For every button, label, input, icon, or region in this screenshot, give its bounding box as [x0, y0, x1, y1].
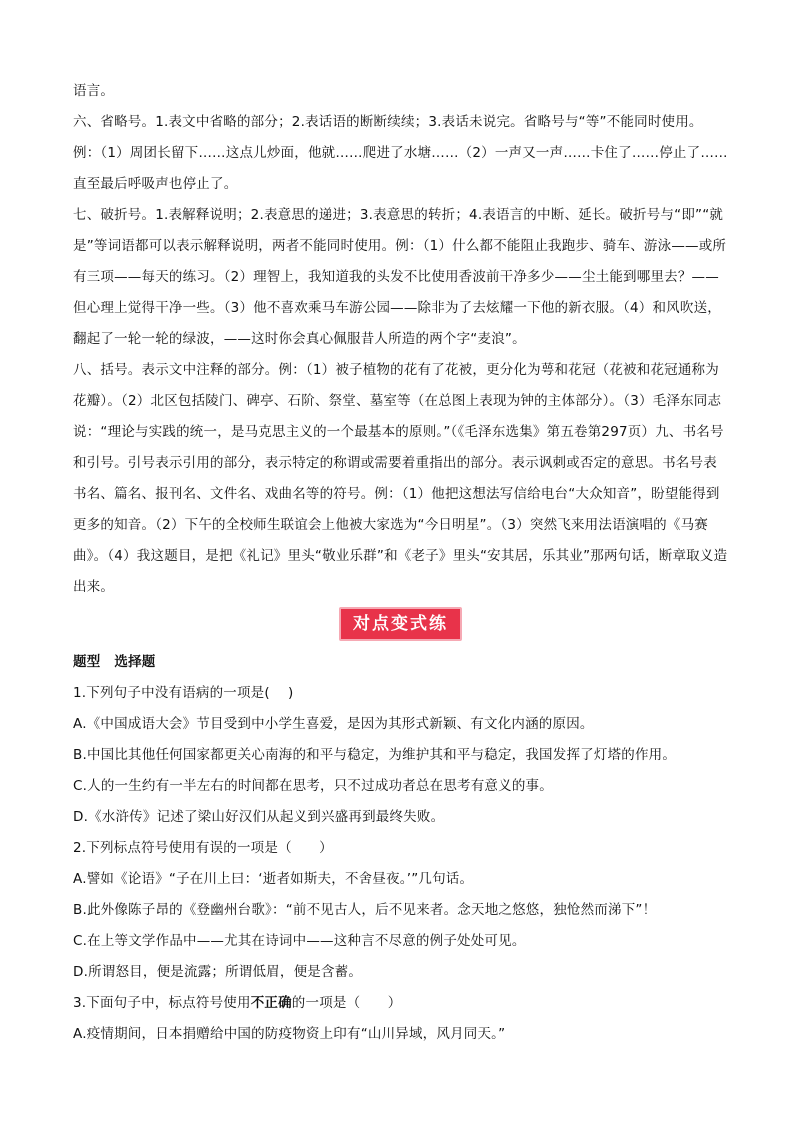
paragraph-brackets-quotes: 八、括号。表示文中注释的部分。例：（1）被子植物的花有了花被，更分化为萼和花冠（花被和花冠通称为花瓣）。（2）北区包括陵门、碑亭、石阶、祭堂、墓室等（在总图上表现为钟的主体部分）。（3）毛泽东同志说：“理论与实践的统一，是马克思主义的一个最基本的原则。”（《毛泽东选集》第五卷第297页）九、书名号和引号。引号表示引用的部分，表示特定的称谓或需要着重指出的部分。表示讽刺或否定的意思。书名号表书名、篇名、报刊名、文件名、戏曲名等的符号。例：（1）他把这想法写信给电台“大众知音”，盼望能得到更多的知音。（2）下午的全校师生联谊会上他被大家选为“今日明星”。（3）突然飞来用法语演唱的《马赛曲》。（4）我这题目，是把《礼记》里头“敬业乐群”和《老子》里头“安其居，乐其业”那两句话，断章取义造出来。	[73, 362, 728, 595]
question-type-name: 选择题	[114, 654, 156, 670]
question-2-option-c: C.在上等文学作品中——尤其在诗词中——这种言不尽意的例子处处可见。	[73, 933, 526, 949]
question-2-option-a: A.譬如《论语》“子在川上曰：‘逝者如斯夫，不舍昼夜。’”几句话。	[73, 871, 474, 887]
paragraph-intro-tail: 语言。	[73, 83, 115, 99]
question-1-option-a: A.《中国成语大会》节目受到中小学生喜爱，是因为其形式新颖、有文化内涵的原因。	[73, 716, 594, 732]
question-type-heading	[73, 647, 728, 678]
question-2-stem: 2.下列标点符号使用有误的一项是（ ）	[73, 840, 333, 856]
question-2-option-b: B.此外像陈子昂的《登幽州台歌》：“前不见古人，后不见来者。念天地之悠悠，独怆然而涕下”！	[73, 902, 657, 918]
section-banner-label: 对点变式练	[339, 607, 462, 641]
question-1-option-d: D.《水浒传》记述了梁山好汉们从起义到兴盛再到最终失败。	[73, 809, 445, 825]
question-1-option-c: C.人的一生约有一半左右的时间都在思考，只不过成功者总在思考有意义的事。	[73, 778, 553, 794]
question-type-label: 题型	[73, 654, 101, 670]
question-1-stem: 1.下列句子中没有语病的一项是( )	[73, 685, 294, 701]
document-page	[73, 76, 728, 1050]
question-3-stem-post: 的一项是（ ）	[291, 995, 402, 1011]
question-3-option-a: A.疫情期间，日本捐赠给中国的防疫物资上印有“山川异域，风月同天。”	[73, 1026, 506, 1042]
question-3-stem	[73, 988, 728, 1019]
paragraph-ellipsis: 六、省略号。1.表文中省略的部分；2.表话语的断断续续；3.表话未说完。省略号与“等”不能同时使用。例：（1）周团长留下……这点儿炒面，他就……爬进了水塘……（2）一声又一声……卡住了……停止了……直至最后呼吸声也停止了。	[73, 114, 728, 192]
question-2-option-d: D.所谓怒目，便是流露；所谓低眉，便是含蓄。	[73, 964, 363, 980]
question-3-stem-emphasis: 不正确	[250, 995, 292, 1011]
question-1-option-b: B.中国比其他任何国家都更关心南海的和平与稳定，为维护其和平与稳定，我国发挥了灯塔的作用。	[73, 747, 677, 763]
section-banner	[73, 607, 728, 647]
paragraph-dash: 七、破折号。1.表解释说明；2.表意思的递进；3.表意思的转折；4.表语言的中断、延长。破折号与“即”“就是”等词语都可以表示解释说明，两者不能同时使用。例：（1）什么都不能阻止我跑步、骑车、游泳——或所有三项——每天的练习。（2）理智上，我知道我的头发不比使用香波前干净多少——尘土能到哪里去？——但心理上觉得干净一些。（3）他不喜欢乘马车游公园——除非为了去炫耀一下他的新衣服。（4）和风吹送，翻起了一轮一轮的绿波，——这时你会真心佩服昔人所造的两个字“麦浪”。	[73, 207, 727, 347]
question-3-stem-pre: 3.下面句子中，标点符号使用	[73, 995, 251, 1011]
